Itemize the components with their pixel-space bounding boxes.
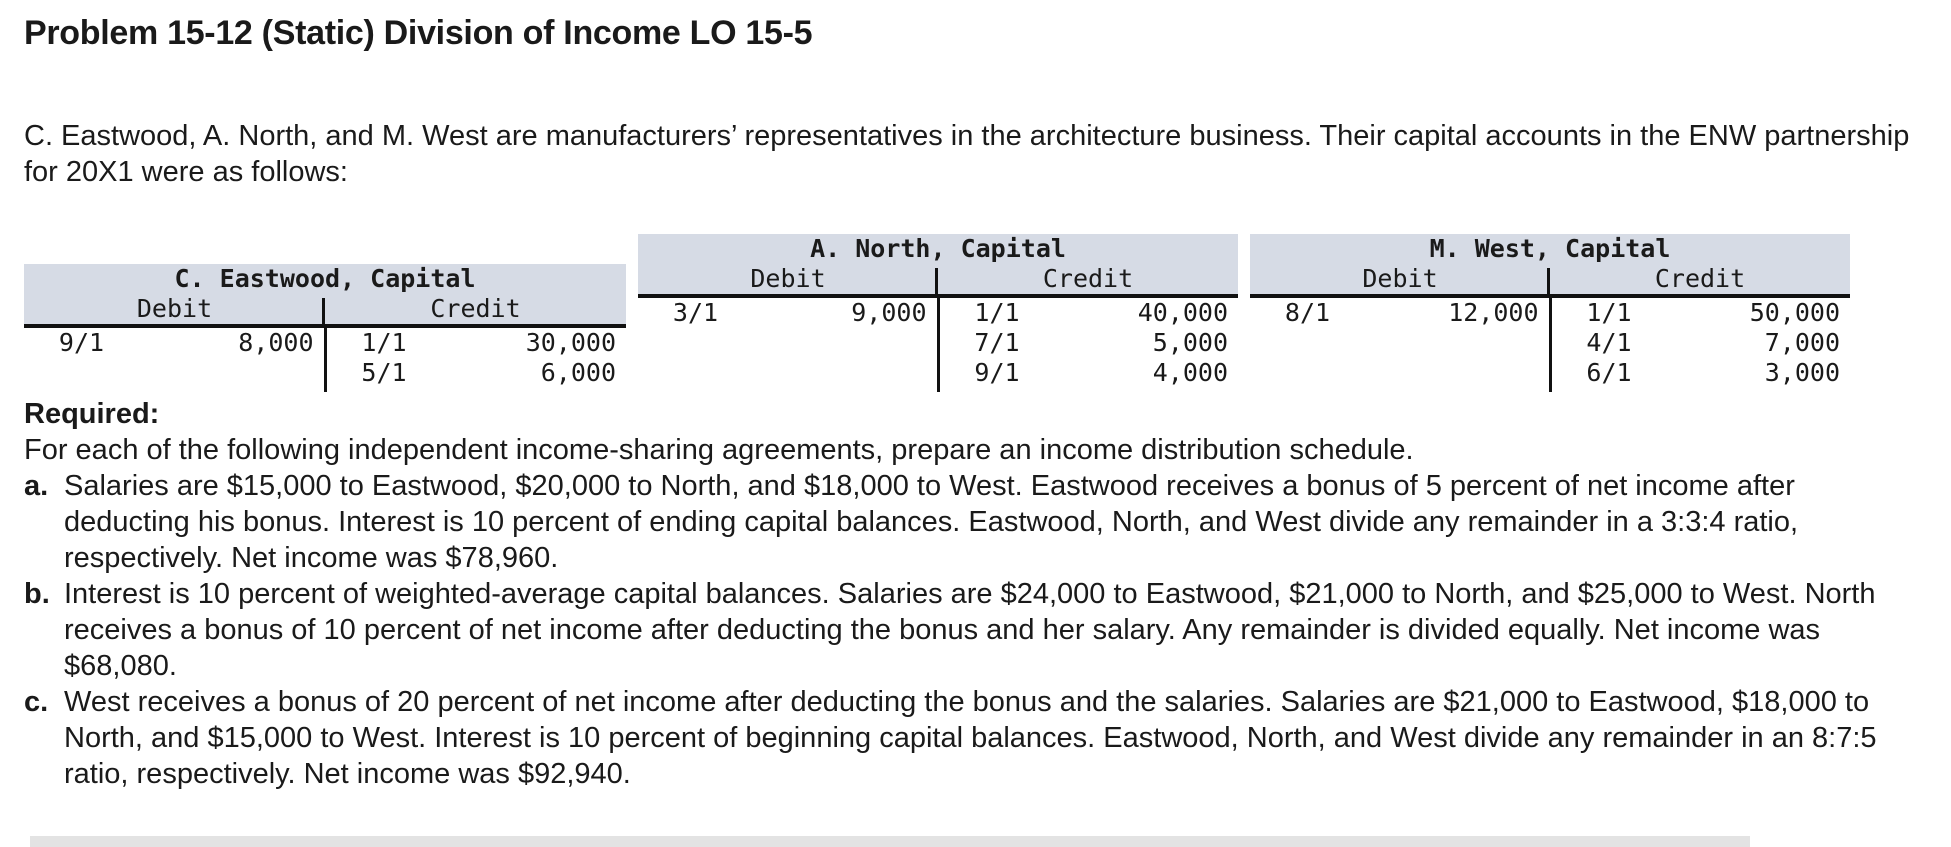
credit-entry — [940, 358, 1239, 388]
entry-amount: 7,000 — [1764, 328, 1840, 357]
debit-entry — [638, 298, 937, 328]
requirement-item — [24, 684, 1924, 792]
requirement-text: West receives a bonus of 20 percent of net income after deducting the bonus and the salaries. Salaries are $21,000 to Eastwood, $18,000 to North, and $15,000 to West. Interest is 10 percent of beginning capital balances. Eastwood, North, and West divide any remainder in an 8:7:5 ratio, respectively. Net income was $92,940. — [64, 686, 1877, 790]
debit-label: Debit — [136, 294, 213, 323]
debit-side — [638, 298, 940, 392]
requirement-text: Salaries are $15,000 to Eastwood, $20,000 to North, and $18,000 to West. Eastwood receives a bonus of 5 percent of net income after deducting his bonus. Interest is 10 percent of ending capital balances. Eastwood, North, and West divide any remainder in a 3:3:4 ratio, respectively. Net income was $78,960. — [64, 470, 1799, 574]
entry-amount: 30,000 — [525, 328, 616, 357]
entry-date: 6/1 — [1586, 358, 1632, 387]
account-header — [638, 234, 1238, 298]
north-capital-account — [638, 234, 1238, 392]
west-capital-account — [1250, 234, 1850, 392]
entry-date: 1/1 — [1586, 298, 1632, 327]
requirement-item — [24, 576, 1924, 684]
account-body — [24, 328, 626, 392]
entry-amount: 8,000 — [238, 328, 314, 357]
debit-side — [1250, 298, 1552, 392]
entry-amount: 3,000 — [1764, 358, 1840, 387]
eastwood-capital-account — [24, 264, 626, 392]
account-header — [1250, 234, 1850, 298]
credit-entry — [1552, 328, 1851, 358]
entry-date: 1/1 — [361, 328, 407, 357]
account-column-labels — [638, 264, 1238, 298]
account-column-labels — [1250, 264, 1850, 298]
required-section — [24, 396, 1924, 792]
entry-date: 9/1 — [974, 358, 1020, 387]
credit-side — [940, 298, 1239, 392]
requirement-letter: b. — [24, 578, 50, 610]
account-column-labels — [24, 294, 626, 328]
debit-side — [24, 328, 327, 392]
t-divider — [322, 298, 325, 328]
entry-amount: 6,000 — [540, 358, 616, 387]
account-body — [1250, 298, 1850, 392]
credit-entry — [1552, 358, 1851, 388]
entry-amount: 40,000 — [1137, 298, 1228, 327]
entry-date: 4/1 — [1586, 328, 1632, 357]
entry-date: 5/1 — [361, 358, 407, 387]
debit-label: Debit — [1362, 264, 1438, 293]
debit-label: Debit — [750, 264, 826, 293]
requirement-list — [24, 468, 1924, 792]
credit-entry — [940, 298, 1239, 328]
credit-entry — [327, 358, 627, 388]
credit-entry — [327, 328, 627, 358]
entry-date: 3/1 — [672, 298, 719, 327]
entry-amount: 12,000 — [1448, 298, 1539, 327]
t-divider — [1547, 268, 1550, 298]
entry-date: 8/1 — [1284, 298, 1331, 327]
account-title: C. Eastwood, Capital — [174, 264, 476, 293]
required-instruction: For each of the following independent income-sharing agreements, prepare an income distribution schedule. — [24, 434, 1414, 466]
entry-amount: 9,000 — [851, 298, 927, 327]
debit-entry — [1250, 298, 1549, 328]
page-title: Problem 15-12 (Static) Division of Income LO 15-5 — [24, 14, 813, 52]
credit-side — [1552, 298, 1851, 392]
required-label: Required: — [24, 398, 160, 430]
requirement-item — [24, 468, 1924, 576]
bottom-panel-edge — [30, 836, 1750, 847]
entry-date: 7/1 — [974, 328, 1020, 357]
entry-amount: 4,000 — [1152, 358, 1228, 387]
credit-label: Credit — [1042, 264, 1134, 293]
account-title: A. North, Capital — [810, 234, 1066, 263]
entry-amount: 5,000 — [1152, 328, 1228, 357]
debit-entry — [24, 328, 324, 358]
entry-date: 1/1 — [974, 298, 1020, 327]
credit-label: Credit — [1654, 264, 1746, 293]
account-body — [638, 298, 1238, 392]
requirement-text: Interest is 10 percent of weighted-average capital balances. Salaries are $24,000 to Eastwood, $21,000 to North, and $25,000 to West. North receives a bonus of 10 percent of net income after deducting the bonus and her salary. Any remainder is divided equally. Net income was $68,080. — [64, 578, 1876, 682]
credit-entry — [940, 328, 1239, 358]
credit-entry — [1552, 298, 1851, 328]
account-header — [24, 264, 626, 328]
requirement-letter: a. — [24, 470, 49, 502]
credit-label: Credit — [430, 294, 521, 323]
requirement-letter: c. — [24, 686, 49, 718]
t-divider — [935, 268, 938, 298]
credit-side — [327, 328, 627, 392]
problem-intro: C. Eastwood, A. North, and M. West are manufacturers’ representatives in the architecture business. Their capital accounts in the ENW partnership for 20X1 were as follows: — [24, 120, 1910, 188]
entry-amount: 50,000 — [1749, 298, 1840, 327]
account-title: M. West, Capital — [1429, 234, 1671, 263]
entry-date: 9/1 — [58, 328, 105, 357]
